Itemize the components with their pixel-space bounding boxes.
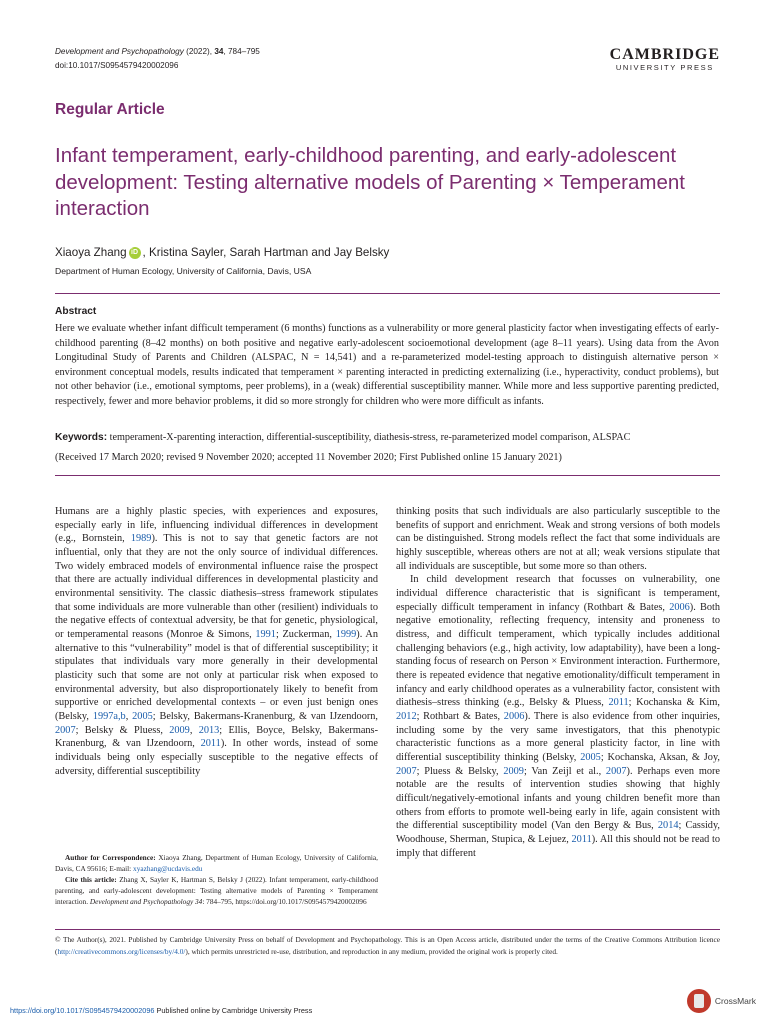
correspondence-label: Author for Correspondence: (65, 853, 156, 862)
abstract-heading: Abstract (55, 306, 97, 317)
license-text: © The Author(s), 2021. Published by Cambridge University Press on behalf of Development and Psychopathology. This is an Open Access article, distributed under the terms of the Creative Commons Attribution licence ( (55, 935, 720, 956)
divider-top (55, 293, 720, 294)
keywords (55, 431, 719, 445)
body-paragraph (55, 505, 378, 778)
body-text: , (189, 724, 199, 736)
body-text: ). In other words, instead of some individuals being only especially susceptible to the negative effects of adversity, differential susceptibility (55, 738, 379, 777)
cite-volume: 34 (193, 897, 203, 906)
citation-link[interactable]: 2005 (580, 752, 601, 764)
citation-link[interactable]: 2009 (503, 765, 524, 777)
body-text: Humans are a highly plastic species, with experiences and exposures, especially early in life, influencing individual differences in development (e.g., Bornstein, (55, 506, 378, 545)
body-paragraph: thinking posits that such individuals are also particularly susceptible to the benefits of support and enrichment. Weak and strong versions of both models can be distinguished. Strong models reflect the fact that some individuals are highly susceptible, whereas others are not at all; weak versions stipulate that all individuals are susceptible, but some more so than others. (396, 506, 720, 572)
citation-link[interactable]: 1989 (130, 533, 152, 545)
cite-journal: Development and Psychopathology (89, 897, 194, 906)
crossmark-badge[interactable] (687, 989, 756, 1013)
citation-link[interactable]: 1991 (255, 629, 276, 641)
citation-link[interactable]: 2007 (605, 765, 627, 777)
journal-volume: 34 (214, 47, 224, 56)
footer-doi-link[interactable]: https://doi.org/10.1017/S0954579420002096 (10, 1006, 155, 1015)
body-text: In child development research that focusses on vulnerability, one individual difference characteristic that is significant is temperament, especially difficult temperament in infancy (Rothbart & Bates, (396, 574, 720, 613)
citation-link[interactable]: 2009 (169, 724, 190, 736)
correspondence-note (55, 852, 378, 907)
citation-link[interactable]: 1999 (335, 629, 357, 641)
citation-link[interactable]: 2005 (132, 711, 153, 723)
license-link[interactable]: http://creativecommons.org/licenses/by/4.0/ (57, 946, 186, 956)
article-doi: doi:10.1017/S0954579420002096 (55, 61, 179, 70)
body-text: ; Pluess & Belsky, (416, 765, 504, 777)
body-text: ; Ellis, Boyce, Belsky, Bakermans-Kranenburg, & van IJzendoorn, (55, 724, 378, 750)
body-text: , (125, 711, 133, 723)
author-first: Xiaoya Zhang (55, 246, 127, 259)
citation-link[interactable]: 2006 (503, 711, 525, 723)
body-text: ; Kochanska & Kim, (628, 697, 720, 709)
citation-link[interactable]: 2012 (396, 711, 417, 723)
body-column-right (396, 505, 720, 860)
publisher-name: CAMBRIDGE (609, 46, 720, 63)
body-text: ; Belsky & Pluess, (75, 724, 170, 736)
citation-link[interactable]: 1997a,b (92, 711, 126, 723)
cite-paragraph (55, 874, 378, 907)
keywords-text: temperament-X-parenting interaction, differential-susceptibility, diathesis-stress, re-parameterized model comparison, ALSPAC (109, 432, 631, 443)
article-type: Regular Article (55, 101, 165, 118)
author-rest: , Kristina Sayler, Sarah Hartman and Jay Belsky (142, 246, 390, 259)
author-list (55, 246, 389, 259)
body-text: ). An alternative to this “vulnerability” model is that of differential susceptibility; it stipulates that individuals vary more generally in their developmental plasticity such that some are not only at particular risk when exposed to environmental adversity, but also disproportionately likely to benefit from supportive or enriched developmental contexts – or even just benign ones (Belsky, (55, 629, 379, 723)
affiliation: Department of Human Ecology, University of California, Davis, USA (55, 266, 312, 276)
cambridge-logo (610, 46, 720, 72)
citation-link[interactable]: 2011 (608, 697, 629, 709)
citation-link[interactable]: 2007 (396, 765, 417, 777)
article-title: Infant temperament, early-childhood parenting, and early-adolescent development: Testing alternative models of Parenting × Temperament interaction (55, 144, 685, 220)
abstract-text: Here we evaluate whether infant difficult temperament (6 months) functions as a vulnerability or more general plasticity factor when investigating effects of early-childhood parenting (8–42 months) on both positive and negative early-adolescent socioemotional development (age 8–11 years). Using data from the Avon Longitudinal Study of Parents and Children (ALSPAC, N = 14,541) and a re-parameterized model-testing approach to distinguish alternative person × environment conceptual models, results indicated that temperament × parenting interacted in predicting externalizing (i.e., hyperactivity, conduct problems), but not other behavior (i.e., emotional symptoms, peer problems), in a (weak) differential susceptibility manner. While more and less supportive parenting predicted, respectively, fewer and more behavior problems, it did so more strongly for children who were more difficult as infants. (55, 323, 719, 407)
footer (10, 1006, 312, 1015)
publisher-subtitle: UNIVERSITY PRESS (615, 63, 714, 72)
crossmark-label: CrossMark (714, 996, 756, 1006)
cite-label: Cite this article: (65, 875, 117, 884)
journal-name: Development and Psychopathology (55, 47, 184, 56)
divider-mid (55, 475, 720, 476)
license-note (55, 929, 720, 957)
body-text: ; Zuckerman, (275, 629, 336, 641)
body-text: ; Belsky, Bakermans-Kranenburg, & van IJzendoorn, (152, 711, 378, 723)
body-paragraph (396, 573, 720, 860)
body-text: ). Both negative emotionality, reflecting frequency, intensity and proneness to distress, and difficult temperament, which typically includes additional challenging behaviors (e.g., high activity, low adaptability), have been a long-standing focus of research on Person × Environment interaction. Furthermore, there is repeated evidence that negative emotionality/difficult temperament in infancy and early childhood operates as a vulnerability factor, consistent with diathesis–stress thinking (e.g., Belsky & Pluess, (396, 601, 720, 709)
body-text: ; Van Zeijl et al., (523, 765, 606, 777)
cite-rest: : 784–795, https://doi.org/10.1017/S0954579420002096 (202, 897, 367, 906)
journal-pages: , 784–795 (223, 47, 260, 56)
citation-link[interactable]: 2013 (198, 724, 220, 736)
body-text: ). There is also evidence from other inquiries, including some by the very same investigators, that this phenotypic characteristic functions as a more general plasticity factor, in line with differential susceptibility thinking (Belsky, (396, 711, 721, 764)
email-link[interactable]: xyazhang@ucdavis.edu (133, 864, 203, 873)
body-text: ). This is not to say that genetic factors are not influential, only that they are not the only source of individual differences. Two widely embraced models of environmental influence raise the prospect that there are actually individual differences in developmental plasticity and environmental sensitivity. The classic diathesis–stress framework stipulates that some individuals are more vulnerable than other (resilient) individuals to the negative effects of contextual adversity, be that for genetic, physiological, or temperamental reasons (Monroe & Simons, (55, 533, 378, 641)
citation-link[interactable]: 2011 (200, 738, 221, 750)
received-dates: (Received 17 March 2020; revised 9 November 2020; accepted 11 November 2020; First Published online 15 January 2021) (55, 452, 562, 463)
citation-link[interactable]: 2014 (657, 820, 679, 832)
citation-link[interactable]: 2007 (55, 724, 76, 736)
citation-link[interactable]: 2006 (669, 601, 690, 613)
body-text: ; Cassidy, Woodhouse, Sherman, Stupica, & Lejuez, (396, 820, 721, 846)
orcid-icon[interactable]: iD (129, 247, 141, 259)
cite-text: Zhang X, Sayler K, Hartman S, Belsky J (2022). Infant temperament, early-childhood parenting, and early-adolescent development: Testing alternative models of Parenting × Temperament interaction. (55, 875, 378, 906)
body-text: ; Rothbart & Bates, (416, 711, 504, 723)
keywords-label: Keywords: (55, 432, 108, 443)
journal-year: (2022), (186, 47, 213, 56)
body-column-left (55, 505, 378, 778)
footer-text: Published online by Cambridge University Press (154, 1006, 313, 1015)
body-text: ). All this should not be read to imply that different (396, 834, 720, 859)
citation-link[interactable]: 2011 (571, 834, 592, 846)
correspondence-text: Xiaoya Zhang, Department of Human Ecology, University of California, Davis, CA 95616; E-mail: (55, 853, 378, 873)
body-text: ). Perhaps even more notable are the results of intervention studies showing that highly difficult/negatively-emotional infants and young children benefit more than others from efforts to promote well-being early in life, again consistent with the differential susceptibility model (Van den Bergy & Bus, (396, 765, 721, 832)
body-text: ; Kochanska, Aksan, & Joy, (600, 752, 721, 764)
correspondence-paragraph (55, 852, 378, 874)
journal-citation-line (55, 47, 260, 56)
license-text-end: ), which permits unrestricted re-use, distribution, and reproduction in any medium, provided the original work is properly cited. (185, 946, 558, 956)
crossmark-icon[interactable] (687, 989, 711, 1013)
